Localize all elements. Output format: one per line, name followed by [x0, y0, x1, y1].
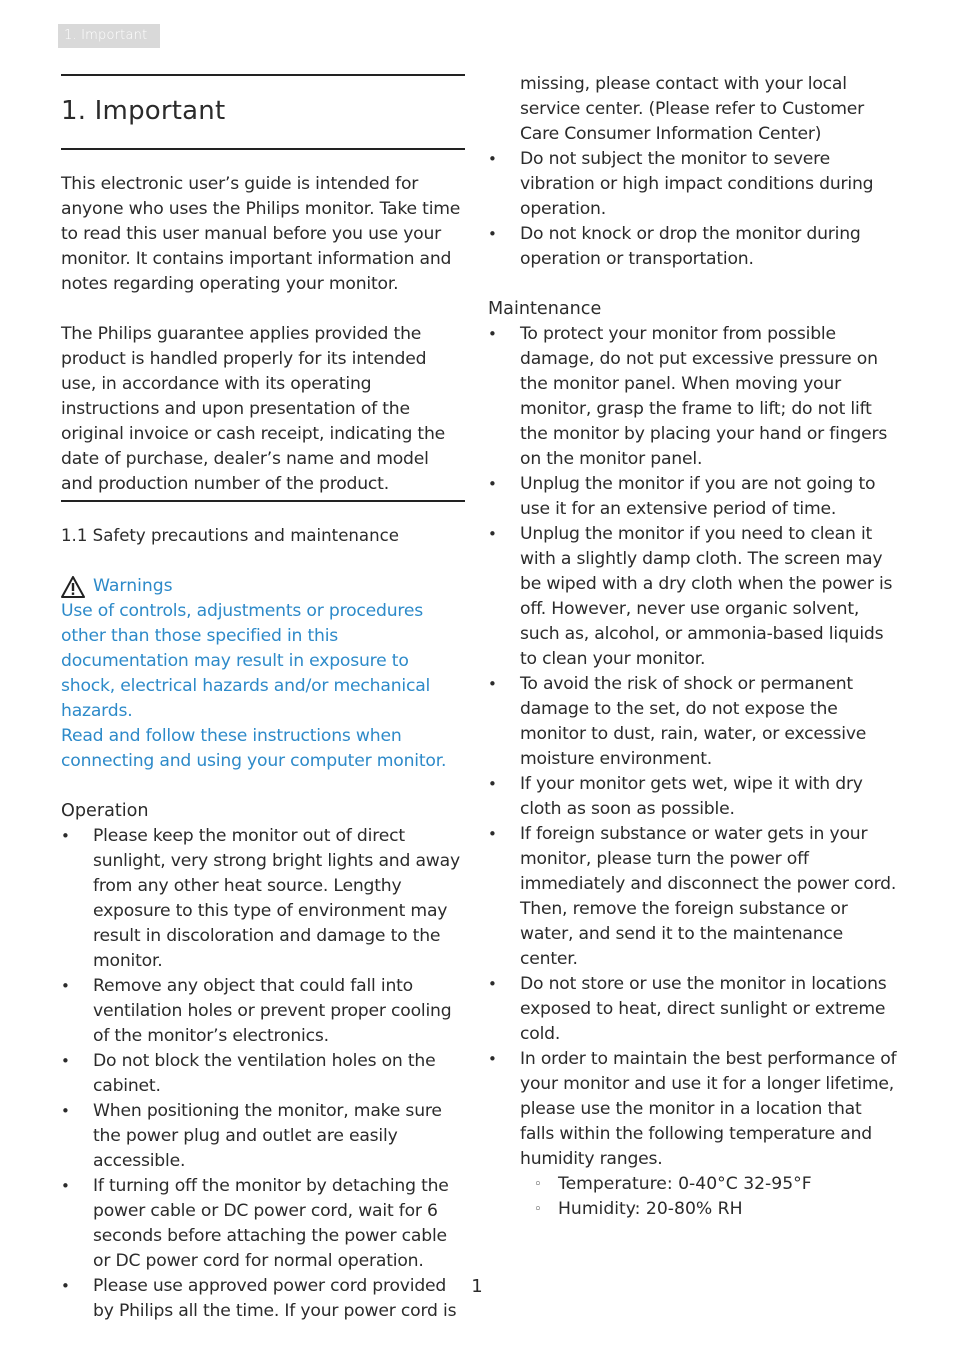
intro-paragraph-1: This electronic user’s guide is intended for anyone who uses the Philips monitor. Take time to read this user manual before you use your monitor. It contains important information and notes regarding operating your monitor.: [61, 174, 461, 294]
list-item: • If foreign substance or water gets in your monitor, please turn the power off immediately and disconnect the power cord. Then, remove the foreign substance or water, and send it to the maintenance center.: [488, 822, 898, 972]
section-title: 1.1 Safety precautions and maintenance: [61, 526, 399, 545]
left-column: [61, 74, 465, 1324]
header-tab: 1. Important: [58, 24, 160, 48]
list-item: • If turning off the monitor by detaching the power cable or DC power cord, wait for 6 seconds before attaching the power cable or DC power cord for normal operation.: [61, 1174, 465, 1274]
operation-list-continued: [488, 147, 898, 272]
warnings-heading-label: Warnings: [93, 576, 173, 596]
list-item: • Do not subject the monitor to severe vibration or high impact conditions during operation.: [488, 147, 898, 222]
warnings-paragraph-1: Use of controls, adjustments or procedures other than those specified in this documentation may result in exposure to shock, electrical hazards and/or mechanical hazards.: [61, 601, 431, 721]
title-row: [61, 76, 465, 148]
humidity-range: ◦ Humidity: 20-80% RH: [488, 1197, 898, 1222]
list-item: • Please keep the monitor out of direct sunlight, very strong bright lights and away from any other heat source. Lengthy exposure to this type of environment may result in discoloration and damage to the monitor.: [61, 824, 465, 974]
list-item: • Do not knock or drop the monitor during operation or transportation.: [488, 222, 898, 272]
list-item: • In order to maintain the best performance of your monitor and use it for a longer lifetime, please use the monitor in a location that falls within the following temperature and humidity ranges.: [488, 1047, 898, 1172]
list-item: • To avoid the risk of shock or permanent damage to the set, do not expose the monitor to dust, rain, water, or excessive moisture environment.: [488, 672, 898, 772]
right-column: [488, 72, 898, 1222]
operation-list: [61, 824, 465, 1324]
list-item: • Do not block the ventilation holes on the cabinet.: [61, 1049, 465, 1099]
temperature-range: ◦ Temperature: 0-40°C 32-95°F: [488, 1172, 898, 1197]
page-title: 1. Important: [61, 96, 226, 126]
maintenance-heading: Maintenance: [488, 299, 602, 319]
list-item: • To protect your monitor from possible damage, do not put excessive pressure on the monitor panel. When moving your monitor, grasp the frame to lift; do not lift the monitor by placing your hand or fingers on the monitor panel.: [488, 322, 898, 472]
list-item: • When positioning the monitor, make sure the power plug and outlet are easily accessible.: [61, 1099, 465, 1174]
operation-continued-text: missing, please contact with your local service center. (Please refer to Customer Care Consumer Information Center): [520, 74, 865, 144]
warning-triangle-icon: [61, 576, 85, 598]
list-item: • Remove any object that could fall into ventilation holes or prevent proper cooling of the monitor’s electronics.: [61, 974, 465, 1049]
warnings-heading: [61, 574, 465, 599]
list-item: • Please use approved power cord provided by Philips all the time. If your power cord is: [61, 1274, 465, 1324]
operation-heading: Operation: [61, 801, 149, 821]
ranges-list: [488, 1172, 898, 1222]
list-item: • If your monitor gets wet, wipe it with dry cloth as soon as possible.: [488, 772, 898, 822]
intro-paragraph-2: The Philips guarantee applies provided the product is handled properly for its intended use, in accordance with its operating instructions and upon presentation of the original invoice or cash receipt, indicating the date of purchase, dealer’s name and model and production number of the product.: [61, 324, 446, 494]
page-number: 1: [471, 1276, 483, 1297]
list-item: • Do not store or use the monitor in locations exposed to heat, direct sunlight or extreme cold.: [488, 972, 898, 1047]
maintenance-list: [488, 322, 898, 1172]
warnings-paragraph-2: Read and follow these instructions when connecting and using your computer monitor.: [61, 726, 447, 771]
list-item: • Unplug the monitor if you need to clean it with a slightly damp cloth. The screen may be wiped with a dry cloth when the power is off. However, never use organic solvent, such as, alcohol, or ammonia-based liquids to clean your monitor.: [488, 522, 898, 672]
intro-bottom-rule: [61, 500, 465, 502]
intro-block: [61, 150, 465, 497]
list-item: • Unplug the monitor if you are not going to use it for an extensive period of time.: [488, 472, 898, 522]
